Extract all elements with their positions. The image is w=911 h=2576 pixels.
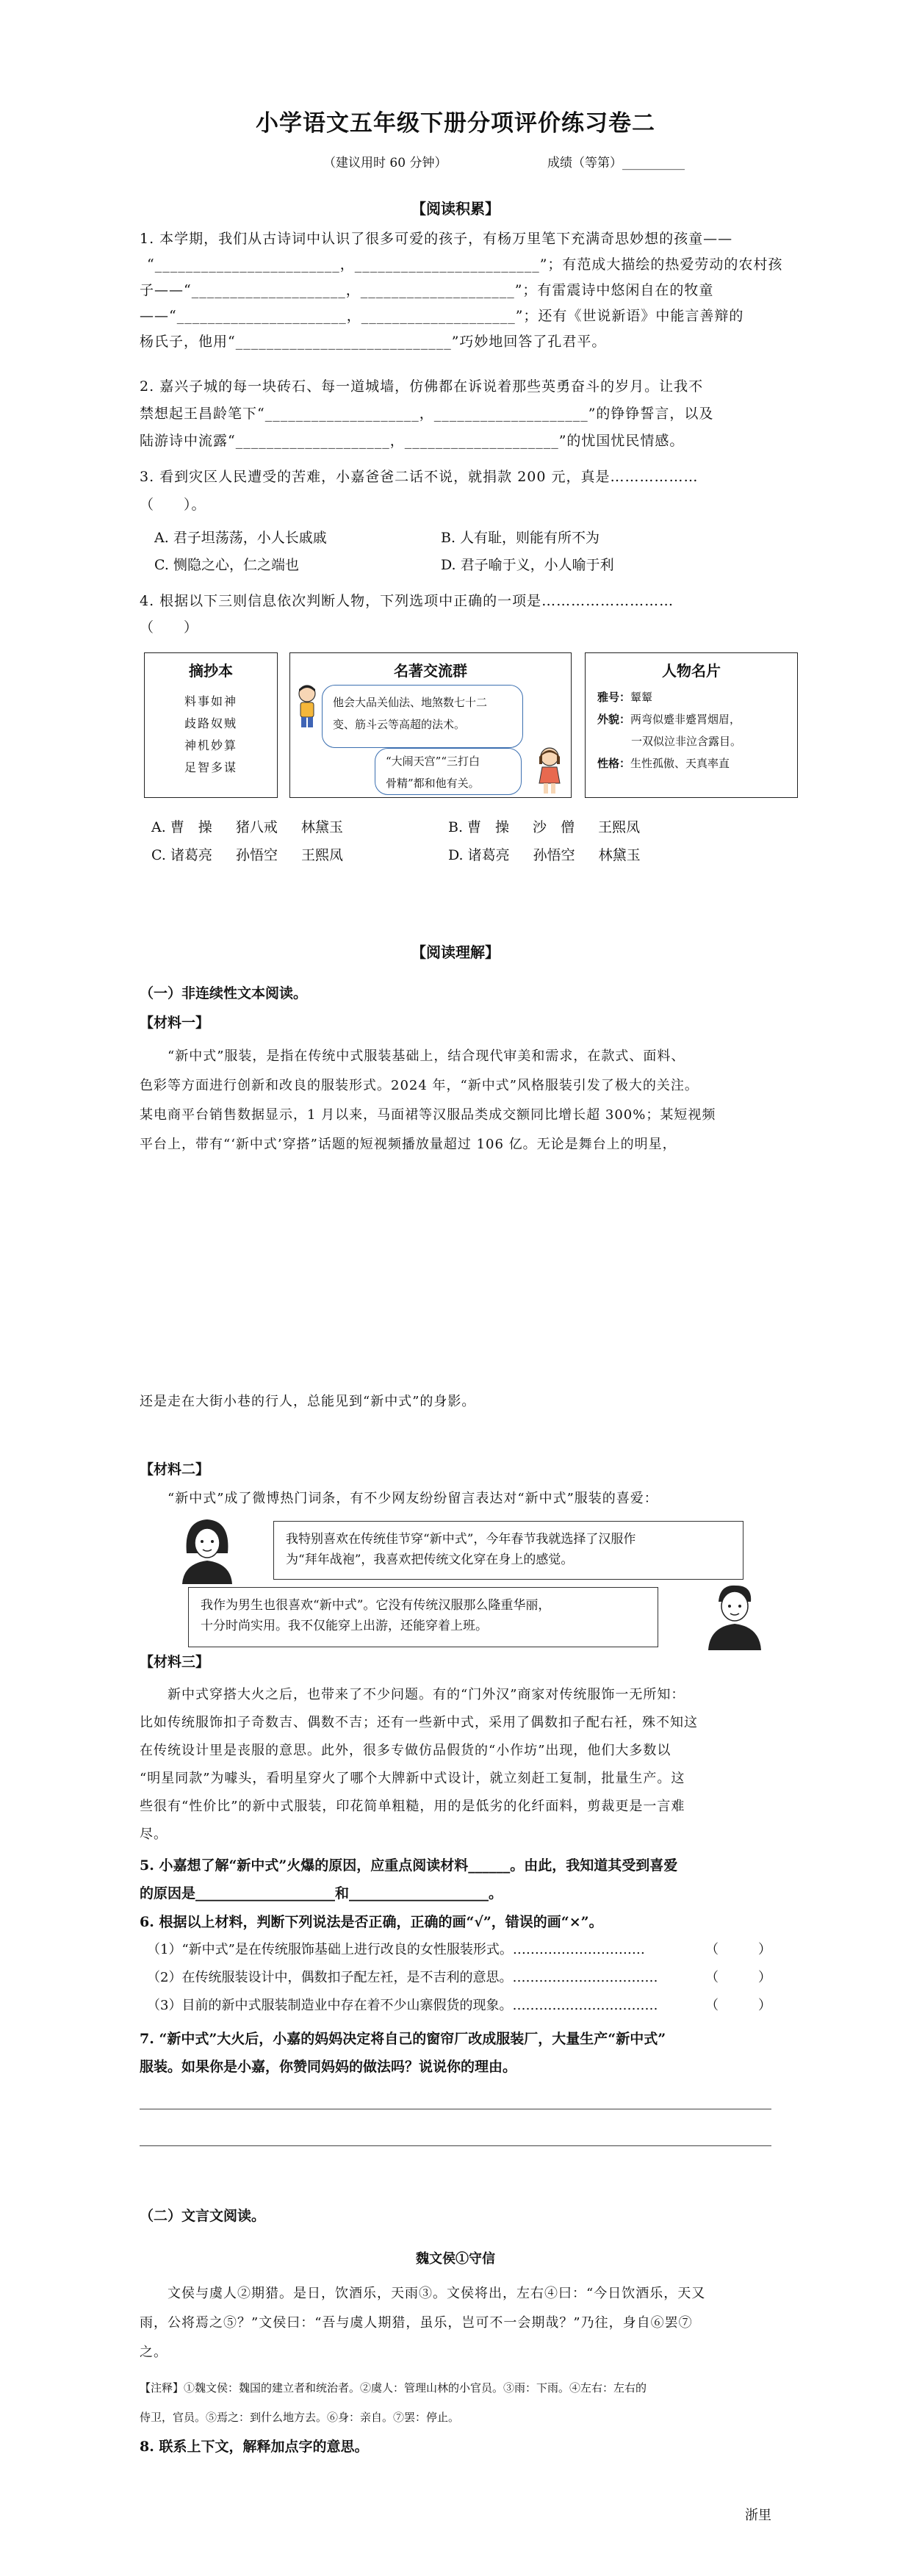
profile-row	[597, 730, 797, 752]
text-line: 某电商平台销售数据显示，1 月以来，马面裙等汉服品类成交额同比增长超 300%；某短视频	[140, 1107, 716, 1123]
note-line: 侍卫，官员。⑤焉之：到什么地方去。⑥身：亲自。⑦罢：停止。	[140, 2411, 460, 2424]
card-lines	[145, 691, 277, 779]
chat-bubble-2	[375, 748, 522, 795]
option-item: 孙悟空	[533, 847, 575, 863]
classical-text	[140, 2279, 705, 2367]
text-line: 在传统设计里是丧服的意思。此外，很多专做仿品假货的“小作坊”出现，他们大多数以	[140, 1743, 671, 1758]
card-title: 名著交流群	[394, 662, 467, 680]
bubble-line: 骨精”都和他有关。	[386, 777, 480, 790]
option-item: B. 曹 操	[448, 819, 510, 835]
text-line: 比如传统服饰扣子奇数吉、偶数不吉；还有一些新中式，采用了偶数扣子配右衽，殊不知这	[140, 1715, 698, 1730]
q4-option-d	[448, 845, 641, 866]
q5-line: 5. 小嘉想了解“新中式”火爆的原因，应重点阅读材料______。由此，我知道其受到喜爱	[140, 1857, 678, 1874]
q6-answer-1[interactable]: （ ）	[705, 1942, 771, 1957]
q3-option-d: D. 君子喻于义，小人喻于利	[441, 557, 614, 573]
card-character-profile	[585, 652, 798, 798]
material-3-label: 【材料三】	[140, 1654, 210, 1670]
q6-answer-2[interactable]: （ ）	[705, 1970, 771, 1985]
profile-value: 两弯似蹙非蹙罥烟眉，	[630, 713, 741, 726]
profile-rows	[597, 686, 797, 774]
option-item: 王熙凤	[300, 847, 343, 863]
q3-option-a: A. 君子坦荡荡，小人长戚戚	[154, 530, 327, 546]
bubble-line: 我特别喜欢在传统佳节穿“新中式”，今年春节我就选择了汉服作	[286, 1532, 636, 1547]
option-item: D. 诸葛亮	[448, 847, 510, 863]
profile-row	[597, 686, 797, 708]
q1-line: ——“______________________，____________________”；还有《世说新语》中能言善辩的	[140, 308, 744, 324]
question-3	[140, 463, 699, 519]
text-line: 些很有“性价比”的新中式服装，印花简单粗糙，用的是低劣的化纤面料，剪裁更是一言难	[140, 1799, 685, 1814]
bubble-line: 为“拜年战袍”，我喜欢把传统文化穿在身上的感觉。	[286, 1553, 574, 1567]
option-item: 林黛玉	[598, 847, 641, 863]
q7-line: 服装。如果你是小嘉，你赞同妈妈的做法吗？说说你的理由。	[140, 2059, 517, 2075]
q6-item-1: （1）“新中式”是在传统服饰基础上进行改良的女性服装形式。…………………………	[147, 1942, 645, 1957]
annotation-notes	[140, 2373, 647, 2432]
q4-line: （ ）	[140, 619, 199, 636]
q1-line: 杨氏子，他用“____________________________”巧妙地回答了孔君平。	[140, 334, 607, 350]
q4-option-a	[151, 817, 343, 838]
question-6-title: 6. 根据以上材料，判断下列说法是否正确，正确的画“√”，错误的画“×”。	[140, 1914, 603, 1930]
comment-bubble-male	[188, 1587, 658, 1647]
q1-line: 子——“____________________，____________________”；有雷震诗中悠闲自在的牧童	[140, 282, 714, 298]
q2-line: 2. 嘉兴子城的每一块砖石、每一道城墙，仿佛都在诉说着那些英勇奋斗的岁月。让我不	[140, 378, 704, 395]
section-title-accumulation: 【阅读积累】	[411, 200, 500, 217]
q1-line: “________________________，________________________”；有范成大描绘的热爱劳动的农村孩	[147, 256, 783, 273]
option-item: 沙 僧	[533, 819, 575, 835]
q3-line: 3. 看到灾区人民遭受的苦难，小嘉爸爸二话不说，就捐款 200 元，真是………………	[140, 469, 699, 485]
option-item: C. 诸葛亮	[151, 847, 212, 863]
cartoon-boy-avatar	[294, 683, 320, 730]
cartoon-girl-avatar	[535, 745, 564, 796]
note-line: 【注释】①魏文侯：魏国的建立者和统治者。②虞人：管理山林的小官员。③雨：下雨。④左右：左右的	[140, 2381, 647, 2395]
q6-item-3: （3）目前的新中式服装制造业中存在着不少山寨假货的现象。……………………………	[147, 1998, 658, 2013]
profile-label: 外貌：	[597, 713, 631, 726]
card-line: 歧路奴贼	[184, 716, 237, 730]
footer-region: 浙里	[745, 2508, 771, 2523]
time-hint: （建议用时 60 分钟）	[323, 156, 447, 170]
q2-line: 陆游诗中流露“____________________，____________________”的忧国忧民情感。	[140, 433, 685, 449]
card-line: 料事如神	[184, 694, 237, 708]
question-7	[140, 2025, 666, 2081]
option-item: A. 曹 操	[151, 819, 212, 835]
bubble-line: 他会大品关仙法、地煞数七十二	[333, 696, 488, 709]
q3-line: （ ）。	[140, 497, 206, 513]
part1-title: （一）非连续性文本阅读。	[140, 985, 308, 1001]
q3-option-b: B. 人有耻，则能有所不为	[441, 530, 600, 546]
q4-option-b	[448, 817, 640, 838]
material-2-label: 【材料二】	[140, 1461, 210, 1478]
card-title: 摘抄本	[189, 662, 233, 680]
section-title-comprehension: 【阅读理解】	[411, 943, 500, 961]
material-1-body	[140, 1042, 716, 1159]
profile-label: 雅号：	[597, 691, 631, 704]
text-line: “明星同款”为噱头，看明星穿火了哪个大牌新中式设计，就立刻赶工复制，批量生产。这	[140, 1771, 685, 1786]
option-item: 王熙凤	[598, 819, 641, 835]
classical-title: 魏文侯①守信	[416, 2251, 495, 2267]
part2-title: （二）文言文阅读。	[140, 2208, 266, 2224]
text-line: 平台上，带有“‘新中式’穿搭”话题的短视频播放量超过 106 亿。无论是舞台上的明星，	[140, 1137, 677, 1152]
answer-line-2[interactable]	[140, 2145, 771, 2146]
text-line: “新中式”服装，是指在传统中式服装基础上，结合现代审美和需求，在款式、面料、	[168, 1048, 685, 1064]
q6-answer-3[interactable]: （ ）	[705, 1998, 771, 2013]
text-line: 雨，公将焉之⑤？”文侯曰：“吾与虞人期猎，虽乐，岂可不一会期哉？”乃往，身自⑥罢⑦	[140, 2315, 693, 2331]
bubble-line: 十分时尚实用。我不仅能穿上出游，还能穿着上班。	[201, 1619, 488, 1633]
bubble-line: 我作为男生也很喜欢“新中式”。它没有传统汉服那么隆重华丽，	[201, 1598, 551, 1613]
question-4	[140, 588, 674, 641]
question-1	[140, 226, 782, 355]
q4-option-c	[151, 845, 343, 866]
question-8: 8. 联系上下文，解释加点字的意思。	[140, 2439, 369, 2455]
chat-bubble-1	[322, 685, 523, 748]
text-line: 尽。	[140, 1827, 168, 1842]
profile-value: 颦颦	[630, 691, 653, 704]
q2-line: 禁想起王昌龄笔下“____________________，____________________”的铮铮誓言，以及	[140, 406, 714, 422]
option-item: 孙悟空	[235, 847, 278, 863]
material-2-intro: “新中式”成了微博热门词条，有不少网友纷纷留言表达对“新中式”服装的喜爱：	[168, 1491, 658, 1506]
q6-item-2: （2）在传统服装设计中，偶数扣子配左衽，是不吉利的意思。……………………………	[147, 1970, 658, 1985]
bubble-line: “大闹天宫”“三打白	[386, 755, 480, 768]
page-title: 小学语文五年级下册分项评价练习卷二	[256, 110, 655, 137]
male-netizen-avatar	[704, 1580, 766, 1652]
female-netizen-avatar	[176, 1515, 238, 1586]
card-excerpt-notebook	[144, 652, 278, 798]
comment-bubble-female	[273, 1521, 743, 1580]
q7-line: 7. “新中式”大火后，小嘉的妈妈决定将自己的窗帘厂改成服装厂，大量生产“新中式”	[140, 2031, 666, 2047]
card-line: 足智多谋	[184, 760, 237, 774]
bubble-line: 变、筋斗云等高超的法术。	[333, 718, 466, 731]
card-line: 神机妙算	[184, 738, 237, 752]
q5-line: 的原因是____________________和____________________。	[140, 1885, 503, 1902]
profile-value: 生性孤傲、天真率直	[630, 757, 730, 770]
text-line: 文侯与虞人②期猎。是日，饮酒乐，天雨③。文侯将出，左右④曰：“今日饮酒乐，天又	[168, 2286, 706, 2301]
q3-option-c: C. 恻隐之心，仁之端也	[154, 557, 299, 573]
text-line: 色彩等方面进行创新和改良的服装形式。2024 年，“新中式”风格服装引发了极大的关注。	[140, 1078, 699, 1093]
text-line: 新中式穿搭大火之后，也带来了不少问题。有的“门外汉”商家对传统服饰一无所知：	[168, 1687, 685, 1702]
material-1-label: 【材料一】	[140, 1015, 210, 1031]
q1-line: 1. 本学期，我们从古诗词中认识了很多可爱的孩子，有杨万里笔下充满奇思妙想的孩童——	[140, 231, 733, 247]
text-line: 之。	[140, 2345, 168, 2360]
question-5	[140, 1852, 677, 1907]
material-3-body	[140, 1681, 698, 1849]
question-2	[140, 373, 713, 455]
option-item: 猪八戒	[235, 819, 278, 835]
profile-value: 一双似泣非泣含露目。	[631, 735, 742, 748]
profile-label: 性格：	[597, 757, 631, 770]
profile-row	[597, 752, 797, 774]
material-1-tail: 还是走在大街小巷的行人，总能见到“新中式”的身影。	[140, 1394, 476, 1409]
score-field: 成绩（等第）__________	[547, 156, 685, 170]
q4-line: 4. 根据以下三则信息依次判断人物，下列选项中正确的一项是………………………	[140, 593, 674, 609]
card-title: 人物名片	[662, 662, 721, 680]
profile-row	[597, 708, 797, 730]
option-item: 林黛玉	[300, 819, 343, 835]
